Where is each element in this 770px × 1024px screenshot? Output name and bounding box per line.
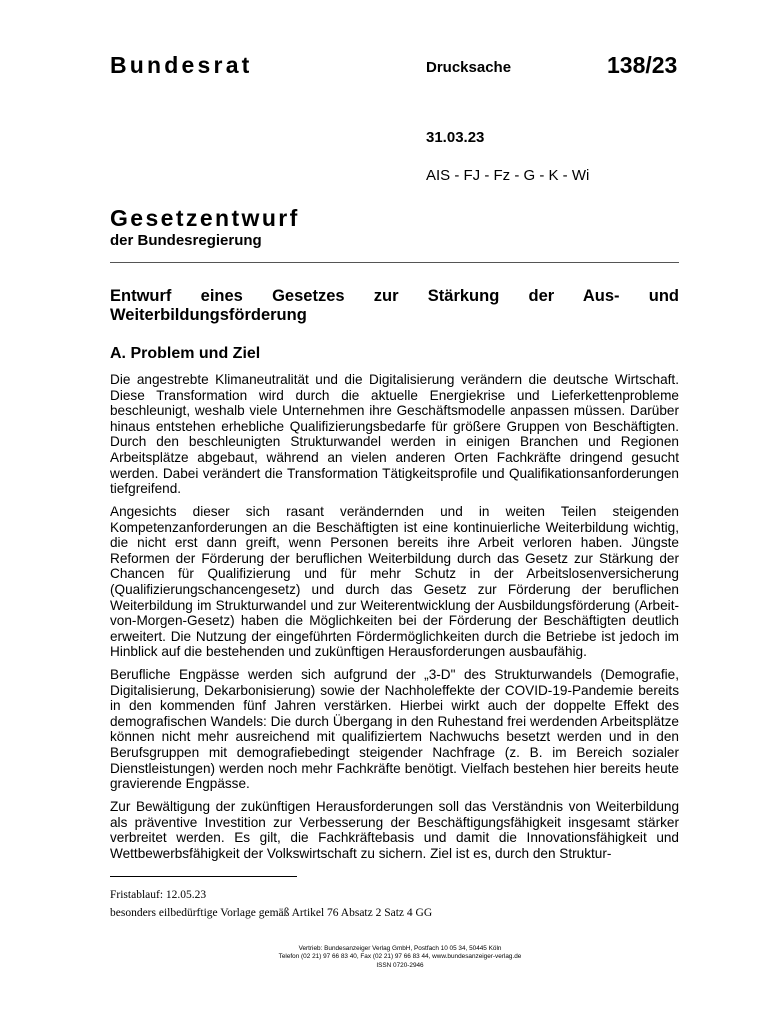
section-heading: A. Problem und Ziel — [110, 345, 261, 362]
footnote-deadline: Fristablauf: 12.05.23 — [110, 889, 207, 901]
document-subtitle: der Bundesregierung — [110, 232, 262, 249]
drucksache-number: 138/23 — [607, 52, 678, 78]
body-paragraph: Angesichts dieser sich rasant verändernden und in weiten Teilen steigenden Kompetenzanforderungen an die Beschäftigten ist eine kontinuierliche Weiterbildung wichtig, die nicht erst dann greift, wenn Personen bereits ihre Arbeit verloren haben. Jüngste Reformen der Förderung der beruflichen Weiterbildung durch das Gesetz zur Stärkung der Chancen für Qualifizierung und für mehr Schutz in der Arbeitslosenversicherung (Qualifizierungschancengesetz) und durch das Gesetz zur Förderung der beruflichen Weiterbildung im Strukturwandel und zur Weiterentwicklung der Ausbildungsförderung (Arbeit-von-Morgen-Gesetz) haben die Möglichkeiten bei der Förderung der Beschäftigten deutlich erweitert. Die Nutzung der eingeführten Fördermöglichkeiten durch die Betriebe ist jedoch im Hinblick auf die bestehenden und zukünftigen Herausforderungen ausbaufähig. — [110, 503, 679, 660]
header-divider — [110, 262, 679, 263]
body-paragraph: Berufliche Engpässe werden sich aufgrund der „3-D" des Strukturwandels (Demografie, Digitalisierung, Dekarbonisierung) sowie der Nachholeffekte der COVID-19-Pandemie bereits in den kommenden fünf Jahren verstärken. Hierbei wirkt auch der doppelte Effekt des demografischen Wandels: Die durch Übergang in den Ruhestand frei werdenden Arbeitsplätze können nicht mehr ausreichend mit qualifiziertem Nachwuchs besetzt werden und in den Berufsgruppen mit demografiebedingt steigender Nachfrage (z. B. im Bereich sozialer Dienstleistungen) werden noch mehr Fachkräfte benötigt. Vielfach bestehen hier bereits heute gravierende Engpässe. — [110, 667, 679, 792]
body-paragraph: Die angestrebte Klimaneutralität und die Digitalisierung verändern die deutsche Wirtschaft. Diese Transformation wird durch die aktuelle Energiekrise und Lieferkettenprobleme beschleunigt, weshalb viele Unternehmen ihre Geschäftsmodelle anpassen müssen. Darüber hinaus entstehen erhebliche Qualifizierungsbedarfe für größere Gruppen von Beschäftigten. Durch den beschleunigten Strukturwandel werden in einigen Branchen und Regionen Arbeitsplätze abgebaut, während an vielen anderen Orten Fachkräfte dringend gesucht werden. Dabei verändert die Transformation Tätigkeitsprofile und Qualifikationsanforderungen tiefgreifend. — [110, 372, 679, 497]
footnote-divider — [110, 876, 297, 877]
imprint-line: Vertrieb: Bundesanzeiger Verlag GmbH, Postfach 10 05 34, 50445 Köln — [298, 945, 502, 952]
publisher-imprint — [160, 945, 640, 970]
drucksache-label: Drucksache — [426, 59, 512, 76]
law-title-line-1: Entwurf eines Gesetzes zur Stärkung der Aus- und — [110, 287, 679, 305]
footnote-urgency: besonders eilbedürftige Vorlage gemäß Artikel 76 Absatz 2 Satz 4 GG — [110, 907, 433, 919]
imprint-line: Telefon (02 21) 97 66 83 40, Fax (02 21) 97 66 83 44, www.bundesanzeiger-verlag.de — [278, 953, 522, 961]
document-date: 31.03.23 — [426, 129, 485, 146]
document-type: Gesetzentwurf — [110, 205, 300, 231]
law-title — [110, 287, 679, 325]
law-title-line-2: Weiterbildungsförderung — [110, 306, 307, 324]
imprint-line: ISSN 0720-2946 — [376, 961, 424, 969]
section-body — [110, 372, 679, 869]
organization-name: Bundesrat — [110, 52, 253, 78]
body-paragraph: Zur Bewältigung der zukünftigen Herausforderungen soll das Verständnis von Weiterbildung als präventive Investition zur Verbesserung der Beschäftigungsfähigkeit insgesamt stärker verbreitet werden. Es gilt, die Fachkräftebasis und damit die Innovationsfähigkeit und Wettbewerbsfähigkeit der Volkswirtschaft zu sichern. Ziel ist es, durch den Struktur- — [110, 799, 679, 861]
committee-list: AIS - FJ - Fz - G - K - Wi — [426, 167, 590, 184]
